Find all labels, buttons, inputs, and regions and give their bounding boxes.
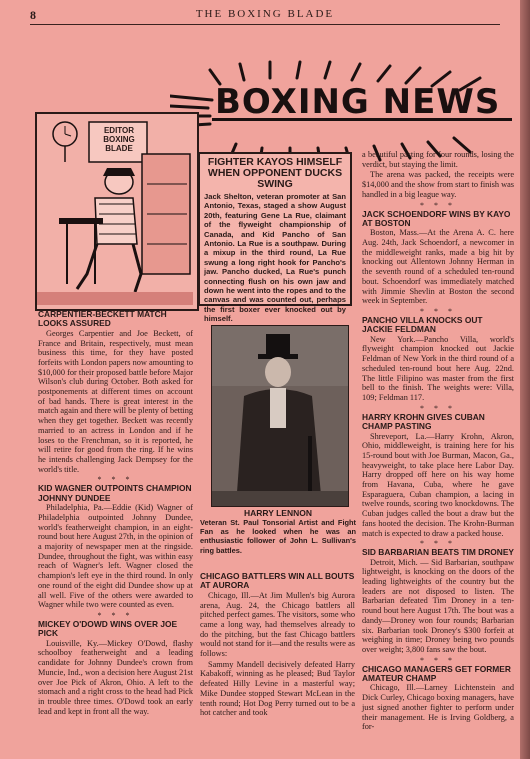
column-1 <box>38 310 193 717</box>
caption-text: Veteran St. Paul Tonsorial Artist and Fight Fan as he looked when he was an enthusiastic follower of John L. Sullivan's ring battles. <box>200 518 356 555</box>
article-paragraph: New York.—Pancho Villa, world's flyweight champion knocked out Jackie Feldman of New York in the third round of a scheduled ten-round bout here Aug. 22nd. The little Filipino was master from the first bell to the finish. The weights were: Villa, 109; Feldman 117. <box>362 334 514 402</box>
article-headline: SID BARBARIAN BEATS TIM DRONEY <box>362 547 514 558</box>
running-head: THE BOXING BLADE <box>195 8 335 20</box>
article-paragraph: Chicago, Ill.—Larney Lichtenstein and Dick Curley, Chicago boxing managers, have just signed another fighter to perform under their management. He is Irving Goldberg, a for- <box>362 683 514 732</box>
article-separator: * * * <box>97 610 134 620</box>
article-paragraph: a beautiful pasting for four rounds, losing the verdict, but staying the limit. <box>362 150 514 169</box>
article-headline: MICKEY O'DOWD WINS OVER JOE PICK <box>38 618 178 639</box>
boxed-story-body: Jack Shelton, veteran promoter at San Antonio, Texas, staged a show August 20th, featuring Gene La Rue, claimant of the flyweight championship of Canada, and Kid Pancho of San Antonio. La Rue is a southpaw. During a mixup in the third round, La Rue swung a long right hook for Pancho's jaw. Pancho ducked, La Rue's punch connecting flush on his own jaw and down he went into the ropes and to the canvas and was counted out, perhaps the first boxer ever knocked out by himself. <box>204 192 346 324</box>
column-3 <box>362 150 514 733</box>
header-rule <box>30 24 500 25</box>
article-separator: * * * <box>420 200 456 210</box>
boxed-story-headline: FIGHTER KAYOS HIMSELF WHEN OPPONENT DUCKS SWING <box>207 156 343 190</box>
article-headline: CARPENTIER-BECKETT MATCH LOOKS ASSURED <box>38 309 167 329</box>
article-separator: * * * <box>420 306 456 316</box>
page-edge <box>520 0 530 759</box>
caption-name: HARRY LENNON <box>243 508 312 518</box>
article-separator: * * * <box>97 475 134 485</box>
article-separator: * * * <box>420 403 456 413</box>
article-headline: KID WAGNER OUTPOINTS CHAMPION JOHNNY DUNDEE <box>38 483 192 503</box>
article-headline: PANCHO VILLA KNOCKS OUT JACKIE FELDMAN <box>362 314 483 335</box>
page-number: 8 <box>30 8 36 22</box>
article-headline: JACK SCHOENDORF WINS BY KAYO AT BOSTON <box>362 208 511 228</box>
article-headline: CHICAGO BATTLERS WIN ALL BOUTS AT AURORA <box>200 571 355 591</box>
article-paragraph: The arena was packed, the receipts were $14,000 and the show from start to finish was handled in a big league way. <box>362 170 514 199</box>
photo-caption <box>200 508 356 555</box>
article-separator: * * * <box>420 539 456 549</box>
article-paragraph: Detroit, Mich. — Sid Barbarian, southpaw lightweight, is knocking on the doors of the leading lightweights of the country but the leaders are not disposed to listen. The Barbarian defeated Tim Droney in a ten-round bout here August 17th. The bout was a dandy—Droney won four rounds; Barbarian six. Barbarian took Droney's $300 forfeit at weighing in time; Droney being two pounds over weight; 3,800 fans saw the bout. <box>362 557 514 654</box>
article-paragraph: Boston, Mass.—At the Arena A. C. here Aug. 24th, Jack Schoendorf, a newcomer in the middleweight ranks, made a big hit by knocking out Allentown Johnny Herman in the seventh round of a scheduled ten-round bout. Schoendorf was immediately matched with Jimmie Shevlin at Boston the second week in September. <box>362 228 514 306</box>
page-header <box>30 8 500 24</box>
article-headline: HARRY KROHN GIVES CUBAN CHAMP PASTING <box>362 411 485 432</box>
column-2 <box>200 572 355 719</box>
harry-lennon-photo <box>211 325 349 507</box>
article-paragraph: Sammy Mandell decisively defeated Harry Kabakoff, winning as he pleased; Bud Taylor defeated Hilly Levine in a masterful way; Mike Dundee stopped Stewart McLean in the tenth round; Hot Dog Perry turned out to be a hot catcher and took <box>200 659 355 718</box>
portrait-image <box>212 326 348 506</box>
banner-title: BOXING NEWS <box>215 82 501 122</box>
editor-sign: EDITOR BOXING BLADE <box>103 126 135 153</box>
article-separator: * * * <box>420 655 456 665</box>
article-paragraph: Georges Carpentier and Joe Beckett, of France and Britain, respectively, must mean business this time, for they have posted forfeits with London papers now amounting to $10,000 for their proposed battle before Major Wilson's club during October. Both asked for postponements at different times on account of bad hands. There is great interest in the match again and there will be plenty of betting when they get together. Beckett was recently married to an actress in London and if he loses to the Frenchman, so it is reported, he will retire for good from the ring. If he wins he intends challenging Jack Dempsey for the world's title. <box>38 328 193 474</box>
article-paragraph: Shreveport, La.—Harry Krohn, Akron, Ohio, middleweight, is training here for his 15-round bout with Joe Burman, Macon, Ga., heavyweight, to take place here Labor Day. Harry dropped off here on his way home from Havana, Cuba, where he gave Esparaguera, Cuban champion, a lacing in twelve rounds, scoring two knockdowns. The Cuban judges called the bout a draw but the fans hooted the decision. The Krohn-Burman match is expected to draw a packed house. <box>362 431 514 538</box>
article-paragraph: Chicago, Ill.—At Jim Mullen's big Aurora arena, Aug. 24, the Chicago battlers all pitched perfect games. The visitors, some who came a long way, had themselves already to do the pitching, but the fast Chicago battlers would not stand for it—and the results were as follows: <box>200 590 355 659</box>
article-paragraph: Louisville, Ky.—Mickey O'Dowd, flashy schoolboy featherweight and a leading candidate for Johnny Dundee's crown from Muncie, Ind., won a decision here August 21st over Joe Pick of Akron, Ohio. A left to the stomach and a right cross to the head had Pick in trouble three times. O'Dowd took an early lead and kept in front all the way. <box>38 638 193 716</box>
boxed-story <box>198 152 352 324</box>
article-headline: CHICAGO MANAGERS GET FORMER AMATEUR CHAMP <box>362 663 511 684</box>
article-paragraph: Philadelphia, Pa.—Eddie (Kid) Wagner of Philadelphia outpointed Johnny Dundee, world's featherweight champion, in an eight-round bout here August 27th, in the opinion of a majority of newspaper men at the ringside. Dundee, throughout the fight, was within easy reach of Wagner's left. Wagner closed the champion's left eye in the third round. In only one round of the eight did Dundee show up at all well. Five of the others were awarded to Wagner while two were counted as even. <box>38 503 193 610</box>
editor-cartoon <box>35 112 199 311</box>
